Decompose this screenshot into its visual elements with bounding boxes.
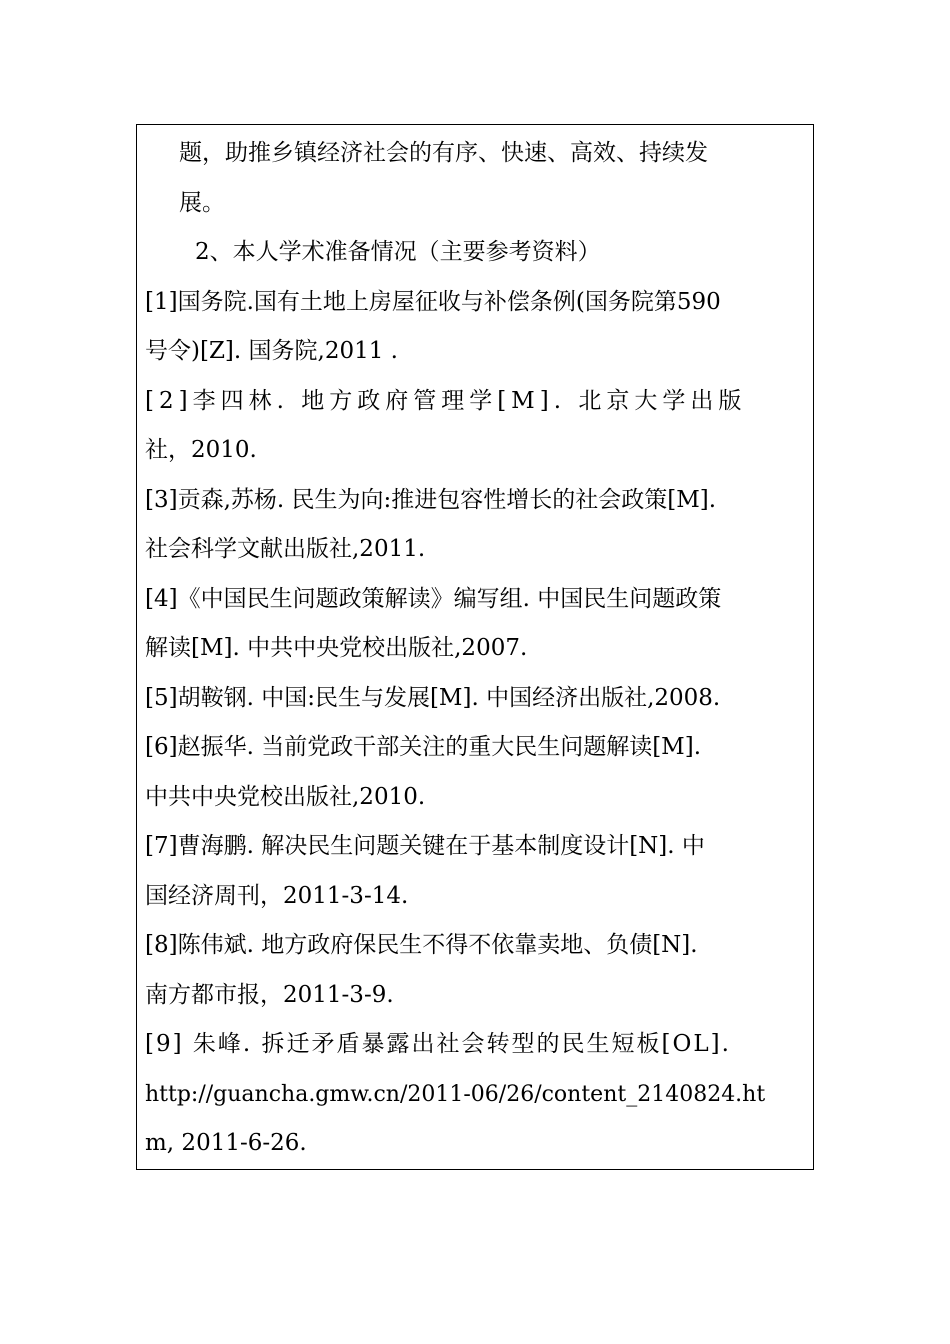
- paragraph-line: 展。: [179, 189, 225, 216]
- reference-6: [6]赵振华. 当前党政干部关注的重大民生问题解读[M].: [145, 734, 702, 760]
- reference-7-cont: 国经济周刊，2011-3-14.: [145, 882, 409, 909]
- reference-2: [2]李四林. 地方政府管理学[M]. 北京大学出版: [145, 387, 747, 414]
- reference-4: [4]《中国民生问题政策解读》编写组. 中国民生问题政策: [145, 585, 722, 612]
- reference-9: [9] 朱峰. 拆迁矛盾暴露出社会转型的民生短板[OL].: [145, 1031, 731, 1057]
- reference-9-url: http://guancha.gmw.cn/2011-06/26/content_2140824.ht: [145, 1081, 766, 1107]
- reference-4-cont: 解读[M]. 中共中央党校出版社,2007.: [145, 635, 528, 661]
- reference-3: [3]贡森,苏杨. 民生为向:推进包容性增长的社会政策[M].: [145, 486, 717, 513]
- reference-3-cont: 社会科学文献出版社,2011.: [145, 536, 426, 562]
- reference-1: [1]国务院.国有土地上房屋征收与补偿条例(国务院第590: [145, 288, 721, 315]
- section-heading: 2、本人学术准备情况（主要参考资料）: [195, 239, 601, 265]
- reference-7: [7]曹海鹏. 解决民生问题关键在于基本制度设计[N]. 中: [145, 833, 705, 859]
- reference-1-cont: 号令)[Z]. 国务院,2011 .: [145, 338, 398, 364]
- reference-8-cont: 南方都市报，2011-3-9.: [145, 981, 394, 1008]
- reference-6-cont: 中共中央党校出版社,2010.: [145, 783, 426, 810]
- reference-8: [8]陈伟斌. 地方政府保民生不得不依靠卖地、负债[N].: [145, 932, 698, 958]
- reference-9-date: m, 2011-6-26.: [145, 1130, 307, 1156]
- paragraph-line: 题，助推乡镇经济社会的有序、快速、高效、持续发: [179, 140, 708, 166]
- reference-2-cont: 社，2010.: [145, 437, 257, 463]
- document-body: [145, 129, 809, 1169]
- reference-5: [5]胡鞍钢. 中国:民生与发展[M]. 中国经济出版社,2008.: [145, 684, 721, 711]
- document-frame: [136, 124, 814, 1170]
